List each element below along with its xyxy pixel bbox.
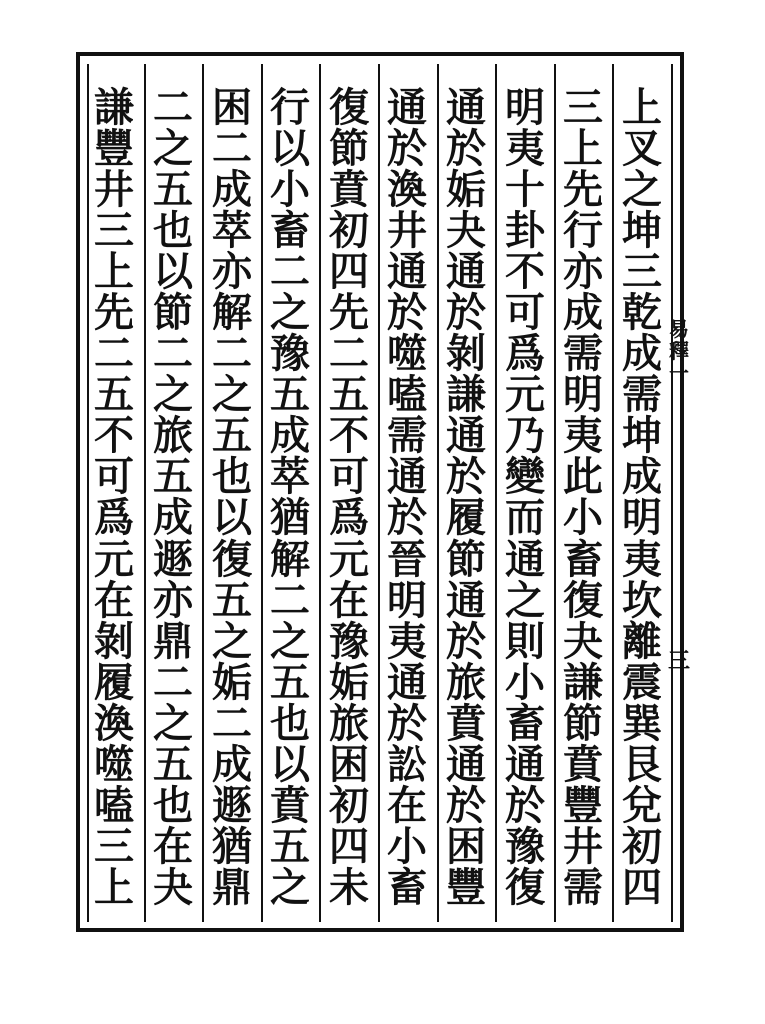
- character: 通: [446, 248, 486, 296]
- character: 巽: [622, 699, 662, 747]
- character: 而: [505, 494, 545, 542]
- character: 豐: [563, 781, 603, 829]
- character: 通: [505, 740, 545, 788]
- text-column: [322, 84, 376, 911]
- character: 坤: [622, 412, 662, 460]
- character: 於: [387, 699, 427, 747]
- character: 先: [563, 166, 603, 214]
- character: 謙: [446, 371, 486, 419]
- character: 二: [153, 330, 193, 378]
- character: 姤: [329, 658, 369, 706]
- character: 不: [94, 412, 134, 460]
- character: 旅: [446, 658, 486, 706]
- character: 三: [563, 84, 603, 131]
- character: 上: [94, 863, 134, 911]
- text-column: [498, 84, 552, 911]
- character: 小: [270, 166, 310, 214]
- character: 困: [329, 740, 369, 788]
- character: 通: [387, 658, 427, 706]
- character: 夷: [387, 617, 427, 665]
- character: 姤: [446, 166, 486, 214]
- page-number: 三: [667, 648, 690, 674]
- character: 叉: [622, 125, 662, 173]
- margin-title-char: 一: [669, 361, 689, 385]
- margin-title-text: [668, 318, 690, 384]
- character: 賁: [329, 166, 369, 214]
- character: 通: [387, 248, 427, 296]
- character: 也: [153, 207, 193, 255]
- character: 遯: [153, 535, 193, 583]
- character: 需: [563, 863, 603, 911]
- character: 賁: [270, 781, 310, 829]
- character: 之: [212, 371, 252, 419]
- character: 夬: [563, 617, 603, 665]
- column-rule: [495, 64, 497, 922]
- character: 畜: [270, 207, 310, 255]
- character: 節: [153, 289, 193, 337]
- character: 四: [329, 248, 369, 296]
- character: 通: [387, 453, 427, 501]
- character: 離: [622, 617, 662, 665]
- text-column: [380, 84, 434, 911]
- character: 先: [329, 289, 369, 337]
- character: 未: [329, 863, 369, 911]
- character: 於: [446, 453, 486, 501]
- character: 困: [212, 84, 252, 131]
- character: 復: [212, 535, 252, 583]
- text-column: [556, 84, 610, 911]
- character: 畜: [387, 863, 427, 911]
- character: 之: [270, 863, 310, 911]
- character: 通: [446, 84, 486, 131]
- character: 上: [563, 125, 603, 173]
- character: 之: [270, 289, 310, 337]
- character: 於: [505, 781, 545, 829]
- character: 四: [622, 863, 662, 911]
- character: 於: [446, 125, 486, 173]
- character: 亦: [212, 248, 252, 296]
- character: 五: [153, 166, 193, 214]
- character: 五: [270, 658, 310, 706]
- character: 謙: [94, 84, 134, 131]
- character: 旅: [153, 412, 193, 460]
- character: 豐: [446, 863, 486, 911]
- margin-title-char: 易: [669, 317, 689, 341]
- character: 二: [212, 699, 252, 747]
- text-column: [205, 84, 259, 911]
- character: 履: [94, 658, 134, 706]
- character: 旅: [329, 699, 369, 747]
- character: 訟: [387, 740, 427, 788]
- text-column: [263, 84, 317, 911]
- character: 履: [446, 494, 486, 542]
- character: 萃: [270, 453, 310, 501]
- character: 坤: [622, 207, 662, 255]
- character: 復: [505, 863, 545, 911]
- character: 嗑: [94, 781, 134, 829]
- character: 渙: [94, 699, 134, 747]
- character: 初: [329, 207, 369, 255]
- character: 二: [329, 330, 369, 378]
- character: 變: [505, 453, 545, 501]
- character: 上: [622, 84, 662, 131]
- character: 井: [563, 822, 603, 870]
- character: 嗑: [387, 371, 427, 419]
- text-column: [146, 84, 200, 911]
- character: 成: [153, 494, 193, 542]
- character: 噬: [94, 740, 134, 788]
- character: 二: [94, 330, 134, 378]
- character: 豫: [329, 617, 369, 665]
- character: 在: [387, 781, 427, 829]
- character: 晉: [387, 535, 427, 583]
- character: 四: [329, 822, 369, 870]
- character: 明: [563, 371, 603, 419]
- character: 以: [153, 248, 193, 296]
- character: 也: [270, 699, 310, 747]
- character: 成: [622, 330, 662, 378]
- character: 明: [387, 576, 427, 624]
- character: 以: [212, 494, 252, 542]
- character: 成: [563, 289, 603, 337]
- character: 五: [212, 412, 252, 460]
- character: 復: [329, 84, 369, 131]
- character: 二: [212, 330, 252, 378]
- character: 小: [563, 494, 603, 542]
- column-rule: [319, 64, 321, 922]
- character: 夬: [446, 207, 486, 255]
- character: 不: [329, 412, 369, 460]
- character: 乾: [622, 289, 662, 337]
- column-rule: [202, 64, 204, 922]
- character: 夷: [505, 125, 545, 173]
- character: 鼎: [153, 617, 193, 665]
- character: 行: [270, 84, 310, 131]
- character: 以: [270, 125, 310, 173]
- character: 夷: [622, 535, 662, 583]
- character: 夷: [563, 412, 603, 460]
- character: 小: [387, 822, 427, 870]
- character: 二: [270, 248, 310, 296]
- character: 之: [212, 617, 252, 665]
- character: 通: [505, 535, 545, 583]
- character: 亦: [563, 248, 603, 296]
- text-column: [87, 84, 141, 911]
- character: 初: [622, 822, 662, 870]
- character: 需: [622, 371, 662, 419]
- character: 於: [387, 125, 427, 173]
- character: 可: [94, 453, 134, 501]
- character: 節: [563, 699, 603, 747]
- character: 初: [329, 781, 369, 829]
- character: 噬: [387, 330, 427, 378]
- character: 五: [212, 576, 252, 624]
- character: 乃: [505, 412, 545, 460]
- character: 之: [622, 166, 662, 214]
- character: 坎: [622, 576, 662, 624]
- character: 之: [153, 125, 193, 173]
- character: 通: [446, 576, 486, 624]
- character: 二: [212, 125, 252, 173]
- character: 之: [505, 576, 545, 624]
- character: 三: [622, 248, 662, 296]
- character: 二: [270, 576, 310, 624]
- character: 需: [387, 412, 427, 460]
- character: 姤: [212, 658, 252, 706]
- character: 此: [563, 453, 603, 501]
- character: 明: [622, 494, 662, 542]
- character: 可: [505, 289, 545, 337]
- character: 謙: [563, 658, 603, 706]
- character: 猶: [270, 494, 310, 542]
- margin-title: [668, 318, 690, 384]
- character: 節: [329, 125, 369, 173]
- character: 井: [94, 166, 134, 214]
- character: 在: [153, 822, 193, 870]
- character: 亦: [153, 576, 193, 624]
- character: 鼎: [212, 863, 252, 911]
- character: 需: [563, 330, 603, 378]
- character: 成: [212, 166, 252, 214]
- character: 之: [270, 617, 310, 665]
- margin-title-char: 釋: [669, 339, 689, 363]
- character: 解: [212, 289, 252, 337]
- character: 豐: [94, 125, 134, 173]
- character: 也: [212, 453, 252, 501]
- character: 於: [446, 289, 486, 337]
- character: 於: [446, 617, 486, 665]
- character: 於: [387, 494, 427, 542]
- character: 五: [94, 371, 134, 419]
- character: 震: [622, 658, 662, 706]
- character: 豫: [270, 330, 310, 378]
- character: 渙: [387, 166, 427, 214]
- text-column: [615, 84, 669, 911]
- character: 五: [270, 371, 310, 419]
- character: 可: [329, 453, 369, 501]
- character: 在: [94, 576, 134, 624]
- character: 上: [94, 248, 134, 296]
- character: 則: [505, 617, 545, 665]
- character: 成: [622, 453, 662, 501]
- character: 五: [153, 453, 193, 501]
- character: 五: [270, 822, 310, 870]
- character: 通: [387, 84, 427, 131]
- character: 成: [270, 412, 310, 460]
- character: 兌: [622, 781, 662, 829]
- character: 十: [505, 166, 545, 214]
- character: 畜: [505, 699, 545, 747]
- character: 艮: [622, 740, 662, 788]
- column-rule: [612, 64, 614, 922]
- character: 二: [153, 658, 193, 706]
- character: 以: [270, 740, 310, 788]
- character: 卦: [505, 207, 545, 255]
- character: 夬: [153, 863, 193, 911]
- character: 成: [212, 740, 252, 788]
- character: 通: [446, 412, 486, 460]
- character: 之: [153, 371, 193, 419]
- character: 五: [329, 371, 369, 419]
- character: 猶: [212, 822, 252, 870]
- character: 賁: [446, 699, 486, 747]
- character: 解: [270, 535, 310, 583]
- character: 復: [563, 576, 603, 624]
- character: 爲: [94, 494, 134, 542]
- character: 於: [446, 781, 486, 829]
- character: 先: [94, 289, 134, 337]
- character: 賁: [563, 740, 603, 788]
- character: 遯: [212, 781, 252, 829]
- text-column: [439, 84, 493, 911]
- character: 通: [446, 740, 486, 788]
- character: 小: [505, 658, 545, 706]
- character: 萃: [212, 207, 252, 255]
- character: 之: [153, 699, 193, 747]
- character: 不: [505, 248, 545, 296]
- character: 二: [153, 84, 193, 131]
- character: 明: [505, 84, 545, 131]
- character: 也: [153, 781, 193, 829]
- character: 畜: [563, 535, 603, 583]
- character: 元: [505, 371, 545, 419]
- character: 剝: [446, 330, 486, 378]
- character: 爲: [329, 494, 369, 542]
- character: 爲: [505, 330, 545, 378]
- character: 井: [387, 207, 427, 255]
- character: 節: [446, 535, 486, 583]
- character: 於: [387, 289, 427, 337]
- character: 元: [94, 535, 134, 583]
- character: 行: [563, 207, 603, 255]
- character: 困: [446, 822, 486, 870]
- character: 三: [94, 207, 134, 255]
- character: 在: [329, 576, 369, 624]
- character: 三: [94, 822, 134, 870]
- character: 剝: [94, 617, 134, 665]
- character: 豫: [505, 822, 545, 870]
- character: 元: [329, 535, 369, 583]
- character: 五: [153, 740, 193, 788]
